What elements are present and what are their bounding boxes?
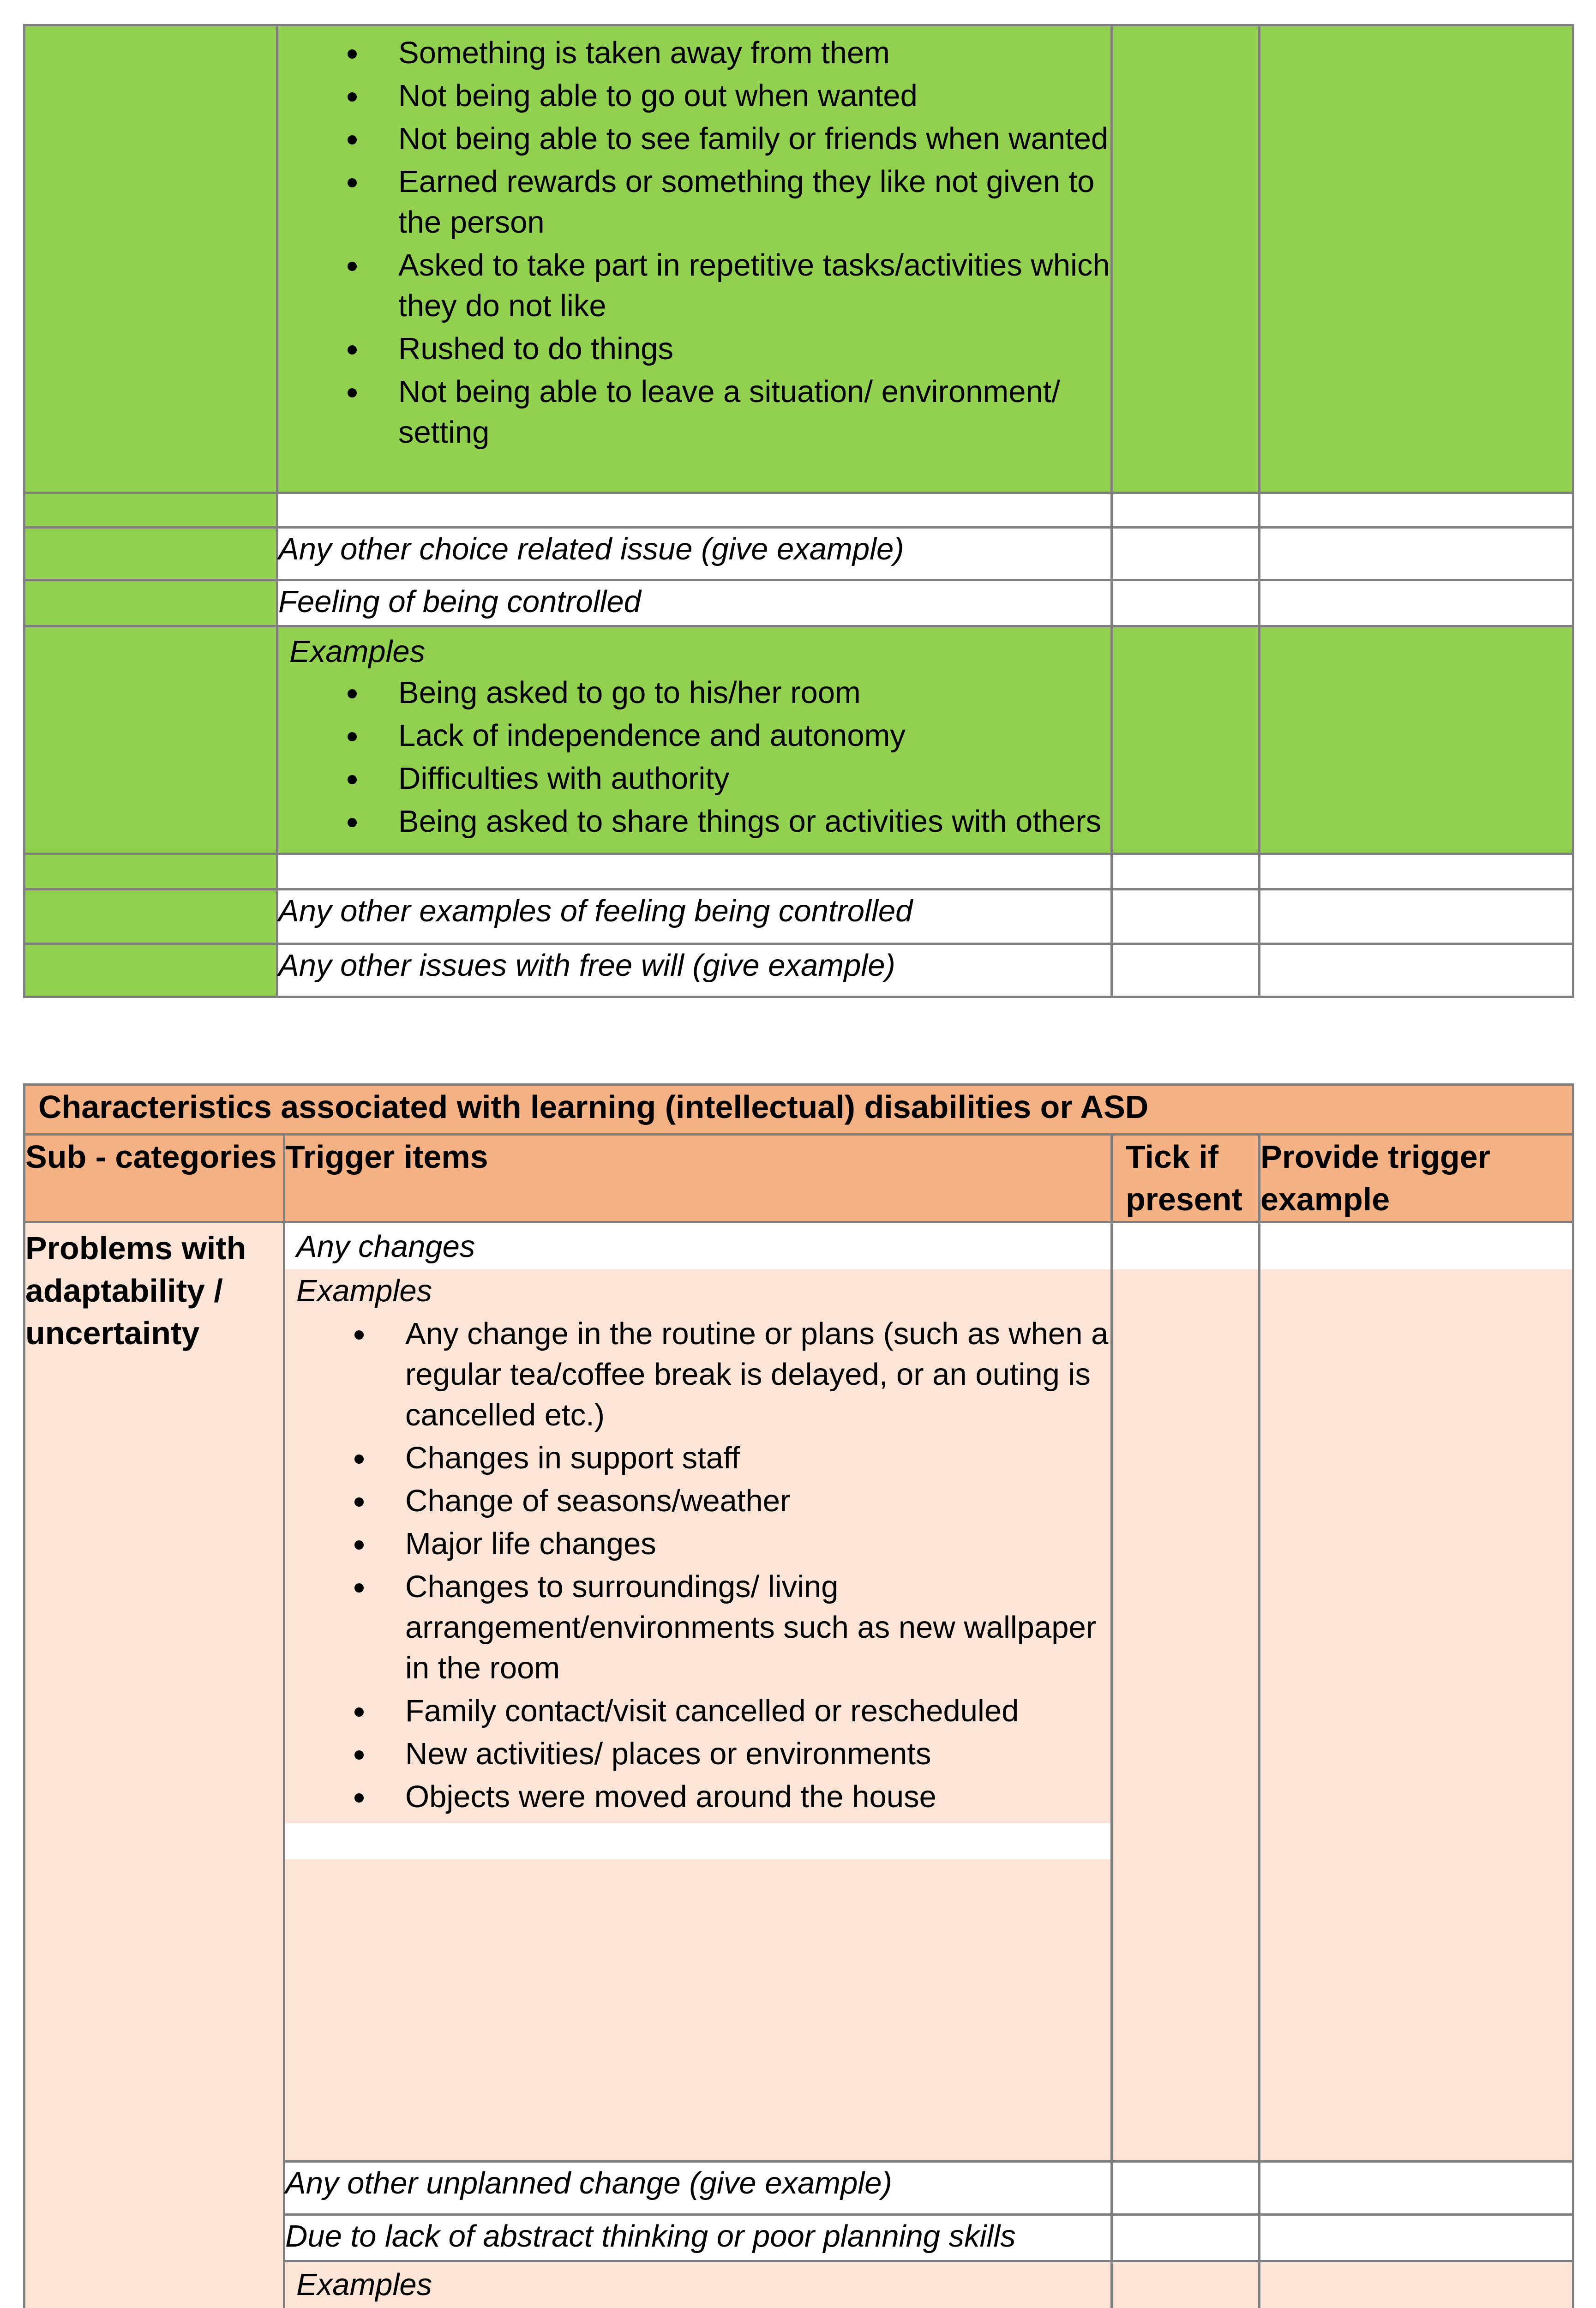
example-cell[interactable] — [1260, 944, 1573, 997]
choice-examples-list — [278, 33, 1110, 453]
any-changes-band — [285, 1223, 1110, 1269]
trigger-cell: Any other choice related issue (give example) — [277, 528, 1112, 580]
trigger-cell: Any other examples of feeling being controlled — [277, 890, 1112, 944]
list-item: New activities/ places or environments — [285, 1734, 1110, 1774]
list-item: Major life changes — [285, 1524, 1110, 1564]
example-cell[interactable] — [1260, 25, 1573, 493]
abstract-examples-list — [285, 2306, 1110, 2308]
list-item: Being asked to go to his/her room — [278, 673, 1110, 713]
subcategory-cell — [24, 626, 277, 854]
trigger-cell: Due to lack of abstract thinking or poor planning skills — [284, 2215, 1112, 2261]
example-cell[interactable] — [1260, 1222, 1573, 2162]
list-item: Earned rewards or something they like not given to the person — [278, 162, 1110, 243]
tick-cell[interactable] — [1112, 626, 1260, 854]
trigger-cell: Feeling of being controlled — [277, 580, 1112, 626]
any-changes-label: Any changes — [285, 1223, 1110, 1268]
subcategory-cell — [24, 890, 277, 944]
subcategory-cell — [24, 944, 277, 997]
header-tick-if-present: Tick if present — [1112, 1135, 1260, 1222]
tick-cell[interactable] — [1112, 854, 1260, 890]
header-provide-example: Provide trigger example — [1260, 1135, 1573, 1222]
list-item: Not being able to see family or friends when wanted — [278, 119, 1110, 159]
list-item: Family contact/visit cancelled or rescheduled — [285, 1691, 1110, 1731]
list-item: Changes to surroundings/ living arrangement/environments such as new wallpaper in the room — [285, 1567, 1110, 1689]
list-item: Any change in the routine or plans (such as when a regular tea/coffee break is delayed, or an outing is cancelled etc.) — [285, 1314, 1110, 1436]
list-item: Not being able to go out when wanted — [278, 76, 1110, 116]
trigger-cell — [284, 2261, 1112, 2308]
list-item: Something is taken away from them — [278, 33, 1110, 73]
blank-band — [285, 1823, 1110, 1859]
examples-label: Examples — [278, 627, 1110, 673]
white-band — [1260, 1223, 1572, 1269]
example-cell[interactable] — [1260, 854, 1573, 890]
list-item: Rushed to do things — [278, 329, 1110, 369]
tick-cell[interactable] — [1112, 2261, 1260, 2308]
subcategory-cell: Problems with adaptability / uncertainty — [24, 1222, 284, 2308]
tick-cell[interactable] — [1112, 580, 1260, 626]
table-row — [24, 854, 1573, 890]
example-cell[interactable] — [1260, 528, 1573, 580]
table-title-row — [24, 1085, 1573, 1135]
tick-cell[interactable] — [1112, 890, 1260, 944]
subcategory-cell — [24, 580, 277, 626]
table-row — [24, 626, 1573, 854]
table-row — [24, 493, 1573, 528]
table-row — [24, 944, 1573, 997]
table-row — [24, 890, 1573, 944]
list-item: Changes in support staff — [285, 1438, 1110, 1479]
header-sub-categories: Sub - categories — [24, 1135, 284, 1222]
table-row — [24, 25, 1573, 493]
tick-cell[interactable] — [1112, 2162, 1260, 2215]
trigger-cell — [277, 493, 1112, 528]
list-item: Being asked to share things or activities with others — [278, 801, 1110, 842]
subcategory-cell — [24, 25, 277, 493]
examples-label: Examples — [285, 2262, 1110, 2306]
example-cell[interactable] — [1260, 890, 1573, 944]
example-cell[interactable] — [1260, 2261, 1573, 2308]
white-band — [1113, 1223, 1258, 1269]
list-item: Not being able to leave a situation/ environment/ setting — [278, 372, 1110, 453]
example-cell[interactable] — [1260, 580, 1573, 626]
example-cell[interactable] — [1260, 626, 1573, 854]
tick-cell[interactable] — [1112, 1222, 1260, 2162]
trigger-cell — [277, 854, 1112, 890]
list-item — [285, 2306, 1110, 2308]
table-row — [24, 528, 1573, 580]
trigger-cell — [284, 1222, 1112, 2162]
list-item: Objects were moved around the house — [285, 1777, 1110, 1817]
tick-cell[interactable] — [1112, 25, 1260, 493]
list-item: Asked to take part in repetitive tasks/activities which they do not like — [278, 245, 1110, 326]
adaptability-table — [23, 1083, 1574, 2308]
header-trigger-items: Trigger items — [284, 1135, 1112, 1222]
change-examples-list — [285, 1314, 1110, 1817]
free-will-table — [23, 24, 1574, 998]
list-item: Change of seasons/weather — [285, 1481, 1110, 1521]
example-cell[interactable] — [1260, 2162, 1573, 2215]
tick-cell[interactable] — [1112, 493, 1260, 528]
subcategory-cell — [24, 854, 277, 890]
table-row — [24, 580, 1573, 626]
example-cell[interactable] — [1260, 2215, 1573, 2261]
list-item: Difficulties with authority — [278, 758, 1110, 799]
examples-label: Examples — [285, 1269, 1110, 1312]
trigger-cell — [277, 25, 1112, 493]
tick-cell[interactable] — [1112, 528, 1260, 580]
subcategory-cell — [24, 528, 277, 580]
trigger-cell: Any other issues with free will (give example) — [277, 944, 1112, 997]
subcategory-cell — [24, 493, 277, 528]
tick-cell[interactable] — [1112, 2215, 1260, 2261]
tick-cell[interactable] — [1112, 944, 1260, 997]
trigger-cell — [277, 626, 1112, 854]
table-row — [24, 1222, 1573, 2162]
controlled-examples-list — [278, 673, 1110, 842]
table-title: Characteristics associated with learning (intellectual) disabilities or ASD — [24, 1085, 1573, 1135]
trigger-cell: Any other unplanned change (give example) — [284, 2162, 1112, 2215]
list-item: Lack of independence and autonomy — [278, 715, 1110, 756]
table-header-row — [24, 1135, 1573, 1222]
example-cell[interactable] — [1260, 493, 1573, 528]
